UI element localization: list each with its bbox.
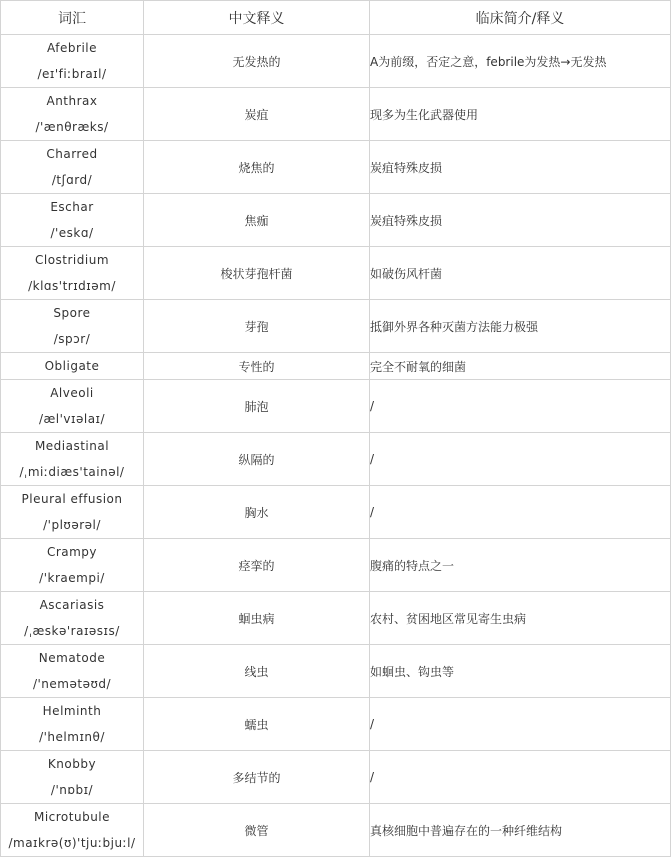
clinical-note: 炭疽特殊皮损 [370,141,671,194]
term: Afebrile [47,41,97,55]
table-row [1,35,671,88]
phonetic: /maɪkrə(ʊ)'tjuːbjuːl/ [8,836,136,850]
chinese-meaning: 无发热的 [144,35,370,88]
phonetic: /'helmɪnθ/ [39,730,105,744]
chinese-meaning: 微管 [144,804,370,857]
term: Pleural effusion [21,492,123,506]
clinical-note: / [370,751,671,804]
word-cell [1,380,144,433]
phonetic: /'nemətəʊd/ [32,677,112,691]
phonetic: /'eskɑ/ [50,226,94,240]
word-cell [1,247,144,300]
word-cell [1,433,144,486]
word-cell [1,88,144,141]
chinese-meaning: 芽孢 [144,300,370,353]
term: Charred [46,147,98,161]
table-row [1,353,671,380]
table-row [1,194,671,247]
term: Alveoli [50,386,94,400]
phonetic: /eɪ'fiːbraɪl/ [37,67,107,81]
word-cell [1,141,144,194]
term: Nematode [38,651,106,665]
phonetic: /tʃɑrd/ [51,173,93,187]
header-chinese-meaning: 中文释义 [144,1,370,35]
clinical-note: 抵御外界各种灭菌方法能力极强 [370,300,671,353]
word-cell [1,804,144,857]
table-row [1,698,671,751]
header-clinical-note: 临床简介/释义 [370,1,671,35]
term: Mediastinal [34,439,110,453]
phonetic: /'kraempi/ [39,571,105,585]
word-cell [1,35,144,88]
clinical-note: 如破伤风杆菌 [370,247,671,300]
chinese-meaning: 蛔虫病 [144,592,370,645]
table-row [1,486,671,539]
phonetic: /æl'vɪəlaɪ/ [38,412,106,426]
table-row [1,751,671,804]
word-cell [1,539,144,592]
clinical-note: 完全不耐氧的细菌 [370,353,671,380]
word-cell [1,486,144,539]
term: Crampy [46,545,98,559]
chinese-meaning: 蠕虫 [144,698,370,751]
chinese-meaning: 专性的 [144,353,370,380]
clinical-note: / [370,486,671,539]
chinese-meaning: 焦痂 [144,194,370,247]
term: Clostridium [34,253,110,267]
chinese-meaning: 纵隔的 [144,433,370,486]
table-row [1,88,671,141]
table-header-row [1,1,671,35]
word-cell [1,698,144,751]
word-cell [1,194,144,247]
clinical-note: 真核细胞中普遍存在的一种纤维结构 [370,804,671,857]
table-row [1,247,671,300]
clinical-note: / [370,380,671,433]
table-row [1,592,671,645]
chinese-meaning: 痉挛的 [144,539,370,592]
term: Eschar [50,200,94,214]
clinical-note: 现多为生化武器使用 [370,88,671,141]
word-cell [1,592,144,645]
chinese-meaning: 炭疽 [144,88,370,141]
clinical-note: 农村、贫困地区常见寄生虫病 [370,592,671,645]
table-row [1,141,671,194]
clinical-note: 炭疽特殊皮损 [370,194,671,247]
term: Obligate [44,359,100,373]
word-cell [1,300,144,353]
clinical-note: / [370,698,671,751]
chinese-meaning: 胸水 [144,486,370,539]
clinical-note: / [370,433,671,486]
phonetic: /ˌæskə'raɪəsɪs/ [24,624,120,638]
word-cell [1,751,144,804]
phonetic: /spɔr/ [53,332,91,346]
phonetic: /'plʊərəl/ [43,518,101,532]
term: Anthrax [46,94,98,108]
header-word: 词汇 [1,1,144,35]
table-row [1,380,671,433]
term: Knobby [47,757,97,771]
chinese-meaning: 多结节的 [144,751,370,804]
word-cell [1,645,144,698]
clinical-note: 腹痛的特点之一 [370,539,671,592]
clinical-note: 如蛔虫、钩虫等 [370,645,671,698]
phonetic: /klɑs'trɪdɪəm/ [28,279,116,293]
term: Spore [53,306,91,320]
table-row [1,539,671,592]
chinese-meaning: 梭状芽孢杆菌 [144,247,370,300]
chinese-meaning: 线虫 [144,645,370,698]
phonetic: /'ænθræks/ [35,120,109,134]
phonetic: /'nɒbɪ/ [50,783,94,797]
table-row [1,433,671,486]
chinese-meaning: 烧焦的 [144,141,370,194]
table-row [1,300,671,353]
term: Ascariasis [39,598,105,612]
term: Helminth [42,704,102,718]
chinese-meaning: 肺泡 [144,380,370,433]
phonetic: /ˌmiːdiæs'tainəl/ [19,465,125,479]
term: Microtubule [33,810,111,824]
table-row [1,804,671,857]
word-cell [1,353,144,380]
clinical-note: A为前缀，否定之意，febrile为发热→无发热 [370,35,671,88]
table-row [1,645,671,698]
